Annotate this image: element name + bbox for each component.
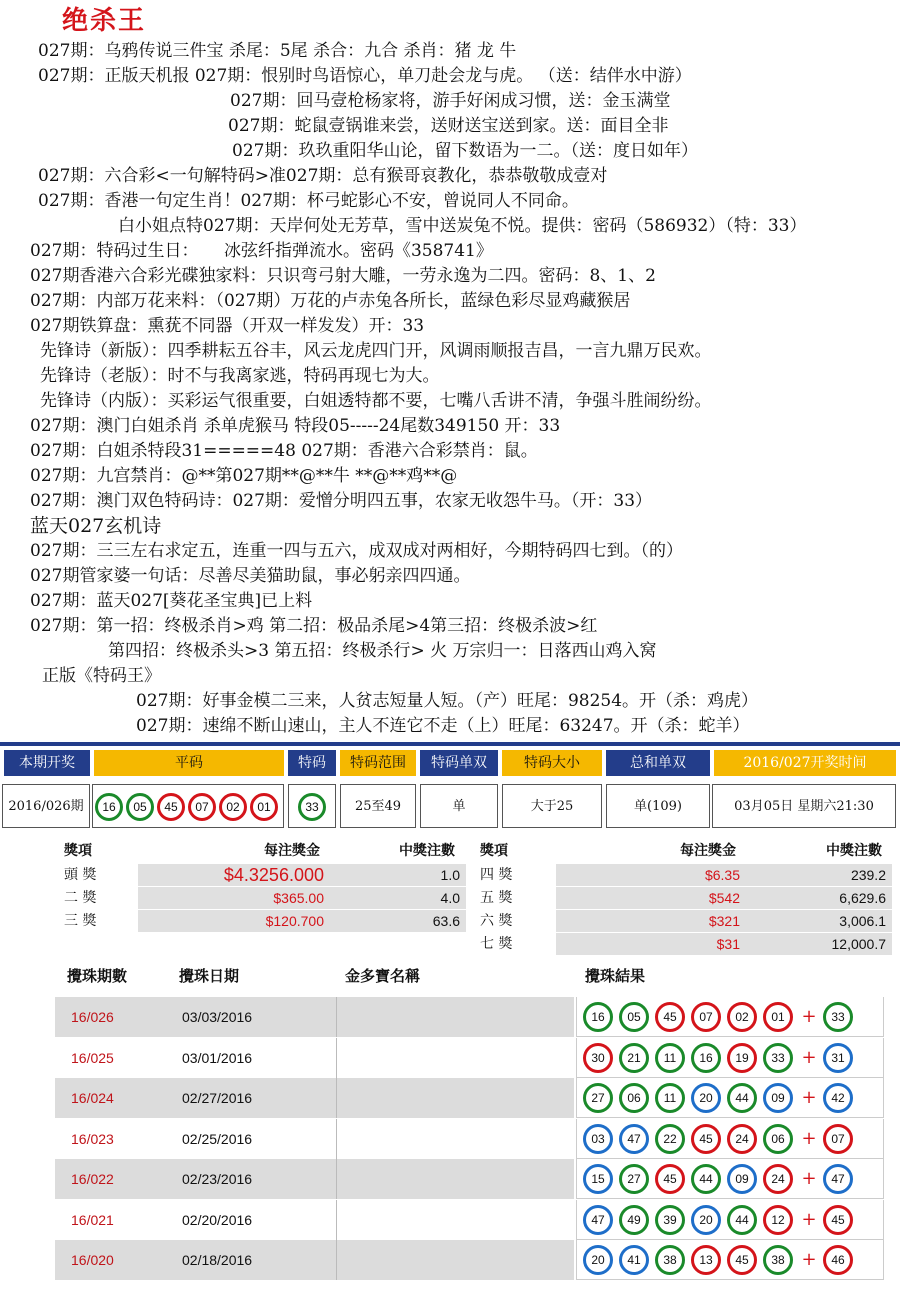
draw-result-table (0, 742, 900, 832)
prize-head-count: 中獎注數 (826, 843, 882, 859)
number-ball: 38 (763, 1245, 793, 1275)
special-ball: 47 (823, 1164, 853, 1194)
prize-head-name: 獎項 (64, 843, 92, 859)
draw-date: 03/01/2016 (182, 1049, 253, 1066)
number-ball: 41 (619, 1245, 649, 1275)
draw-period: 16/021 (71, 1211, 114, 1228)
text-line: 027期：蓝天027[葵花圣宝典]已上料 (30, 591, 313, 611)
text-line: 正版《特码王》 (42, 666, 161, 686)
prize-row (60, 910, 460, 932)
text-line: 027期：白姐杀特段31=====48 027期：香港六合彩禁肖：鼠。 (30, 441, 538, 461)
draw-date: 03/03/2016 (170, 997, 336, 1037)
prize-name: 二 獎 (64, 890, 97, 906)
number-ball: 21 (619, 1043, 649, 1073)
number-ball: 44 (727, 1205, 757, 1235)
text-line: 027期：好事金模二三来，人贫志短量人短。（产）旺尾：98254。开（杀：鸡虎） (136, 691, 759, 711)
number-ball: 07 (691, 1002, 721, 1032)
draw-result (576, 1200, 884, 1240)
table-row (55, 1038, 885, 1078)
header-special-number: 特码 (288, 750, 336, 776)
number-ball: 01 (763, 1002, 793, 1032)
draw-sum: 单(109) (606, 784, 710, 828)
text-line: 027期：澳门双色特码诗：027期：爱憎分明四五事，农家无收怨牛马。（开：33） (30, 491, 653, 511)
header-current-draw: 本期开奖 (4, 750, 90, 776)
prize-row (476, 933, 886, 955)
draw-period: 16/022 (55, 1159, 170, 1199)
draw-size: 大于25 (502, 784, 602, 828)
number-ball: 05 (126, 793, 154, 821)
text-line: 027期管家婆一句话：尽善尽美猫助鼠，事必躬亲四四通。 (30, 566, 471, 586)
draw-period: 16/025 (71, 1049, 114, 1066)
header-special-oddeven: 特码单双 (420, 750, 498, 776)
number-ball: 03 (583, 1124, 613, 1154)
text-line: 第四招：终极杀头>3 第五招：终极杀行> 火 万宗归一：日落西山鸡入窝 (108, 641, 657, 661)
text-line: 027期：澳门白姐杀肖 杀单虎猴马 特段05-----24尾数349150 开：33 (30, 416, 561, 436)
draw-special-ball (288, 784, 336, 828)
number-ball: 01 (250, 793, 278, 821)
text-line: 027期：特码过生日： 冰弦纤指弹流水。密码《358741》 (30, 241, 493, 261)
text-line: 027期香港六合彩光碟独家料：只识弯弓射大雕，一劳永逸为二四。密码：8、1、2 (30, 266, 656, 286)
number-ball: 13 (691, 1245, 721, 1275)
prize-name: 五 獎 (480, 890, 513, 906)
number-ball: 27 (583, 1083, 613, 1113)
history-head-result: 攪珠結果 (585, 967, 646, 985)
prize-row (60, 887, 460, 909)
draw-result (576, 1119, 884, 1159)
draw-period: 16/026 (55, 997, 170, 1037)
text-line: 先锋诗（内版）：买彩运气很重要，白姐透特都不要，七嘴八舌讲不清，争强斗胜闹纷纷。 (40, 391, 712, 411)
jackpot-name (336, 1240, 574, 1280)
number-ball: 11 (655, 1083, 685, 1113)
number-ball: 20 (691, 1083, 721, 1113)
header-special-range: 特码范围 (340, 750, 416, 776)
draw-period: 16/024 (55, 1078, 170, 1118)
history-head-period: 攪珠期數 (67, 967, 128, 985)
jackpot-name (336, 1119, 574, 1159)
plus-icon: + (801, 1006, 817, 1027)
draw-result (576, 997, 884, 1037)
number-ball: 06 (619, 1083, 649, 1113)
prize-head-name: 獎項 (480, 843, 508, 859)
prize-count: 1.0 (324, 864, 466, 886)
special-ball: 42 (823, 1083, 853, 1113)
prize-amount: $6.35 (556, 864, 744, 886)
draw-result (576, 1159, 884, 1199)
plus-icon: + (801, 1087, 817, 1108)
plus-icon: + (801, 1046, 817, 1068)
number-ball: 19 (727, 1043, 757, 1073)
text-line: 蓝天027玄机诗 (30, 515, 162, 537)
draw-period: 16/023 (71, 1130, 114, 1147)
number-ball: 27 (619, 1164, 649, 1194)
text-line: 027期：速绵不断山速山，主人不连它不走（上）旺尾：63247。开（杀：蛇羊） (136, 716, 750, 736)
jackpot-name (336, 1038, 574, 1078)
number-ball: 45 (157, 793, 185, 821)
text-line: 先锋诗（新版）：四季耕耘五谷丰，风云龙虎四门开，风调雨顺报吉昌，一言九鼎万民欢。 (40, 341, 712, 361)
number-ball: 38 (655, 1245, 685, 1275)
prize-amount: $4.3256.000 (138, 864, 328, 886)
number-ball: 24 (763, 1164, 793, 1194)
draw-result (576, 1078, 884, 1118)
number-ball: 49 (619, 1205, 649, 1235)
prize-row (476, 910, 886, 932)
draw-date: 02/18/2016 (170, 1240, 336, 1280)
header-sum-oddeven: 总和单双 (606, 750, 710, 776)
number-ball: 06 (763, 1124, 793, 1154)
page-title: 绝杀王 (62, 6, 147, 36)
number-ball: 24 (727, 1124, 757, 1154)
plus-icon: + (801, 1168, 817, 1189)
number-ball: 09 (727, 1164, 757, 1194)
header-regular-numbers: 平码 (94, 750, 284, 776)
plus-icon: + (801, 1249, 817, 1270)
number-ball: 44 (691, 1164, 721, 1194)
prize-name: 頭 獎 (64, 867, 97, 883)
prize-row (476, 864, 886, 886)
prize-count: 6,629.6 (740, 887, 892, 909)
history-head-date: 攪珠日期 (179, 967, 240, 985)
text-line: 先锋诗（老版）：时不与我离家逃，特码再现七为大。 (40, 366, 440, 386)
number-ball: 47 (583, 1205, 613, 1235)
prize-head-count: 中獎注數 (399, 843, 455, 859)
header-draw-time: 2016/027开奖时间 (714, 750, 896, 776)
table-row (55, 1240, 885, 1280)
number-ball: 30 (583, 1043, 613, 1073)
draw-result (576, 1038, 884, 1078)
text-line: 027期：三三左右求定五，连重一四与五六，成双成对两相好，今期特码四七到。（的） (30, 541, 683, 561)
number-ball: 45 (655, 1164, 685, 1194)
text-line: 027期：九宫禁肖：@**第027期**@**牛 **@**鸡**@ (30, 466, 458, 486)
text-line: 027期：乌鸦传说三件宝 杀尾：5尾 杀合：九合 杀肖：猪 龙 牛 (38, 41, 517, 61)
plus-icon: + (801, 1208, 817, 1230)
number-ball: 16 (583, 1002, 613, 1032)
table-row (55, 997, 885, 1037)
prize-amount: $120.700 (138, 910, 328, 932)
special-ball: 33 (298, 793, 326, 821)
text-line: 027期：正版天机报 027期：恨别时鸟语惊心，单刀赴会龙与虎。 （送：结伴水中游） (38, 66, 692, 86)
number-ball: 11 (655, 1043, 685, 1073)
prize-name: 三 獎 (64, 913, 97, 929)
special-ball: 33 (823, 1002, 853, 1032)
number-ball: 47 (619, 1124, 649, 1154)
number-ball: 02 (727, 1002, 757, 1032)
number-ball: 16 (691, 1043, 721, 1073)
number-ball: 44 (727, 1083, 757, 1113)
draw-date: 02/27/2016 (170, 1078, 336, 1118)
draw-result (576, 1240, 884, 1280)
special-ball: 31 (823, 1043, 853, 1073)
prize-name: 七 獎 (480, 936, 513, 952)
prize-count: 12,000.7 (740, 933, 892, 955)
jackpot-name (336, 997, 574, 1037)
number-ball: 05 (619, 1002, 649, 1032)
prize-count: 3,006.1 (740, 910, 892, 932)
number-ball: 45 (727, 1245, 757, 1275)
text-line: 027期：六合彩<一句解特码>准027期：总有猴哥哀教化，恭恭敬敬成壹对 (38, 166, 608, 186)
prize-amount: $542 (556, 887, 744, 909)
prize-head-amount: 每注獎金 (680, 843, 736, 859)
number-ball: 45 (655, 1002, 685, 1032)
table-row (55, 1078, 885, 1118)
plus-icon: + (801, 1127, 817, 1149)
text-line: 027期铁算盘：熏莸不同器（开双一样发发）开：33 (30, 316, 425, 336)
prize-row (476, 887, 886, 909)
prize-head-amount: 每注獎金 (264, 843, 320, 859)
table-row (55, 1159, 885, 1199)
special-ball: 46 (823, 1245, 853, 1275)
number-ball: 09 (763, 1083, 793, 1113)
draw-time: 03月05日 星期六21:30 (712, 784, 896, 828)
number-ball: 15 (583, 1164, 613, 1194)
number-ball: 22 (655, 1124, 685, 1154)
table-row (55, 1200, 885, 1240)
prize-name: 四 獎 (480, 867, 513, 883)
prize-row (60, 864, 460, 886)
history-head-name: 金多寶名稱 (345, 967, 421, 985)
jackpot-name (336, 1078, 574, 1118)
draw-period: 2016/026期 (2, 784, 90, 828)
text-line: 027期：内部万花来料：（027期）万花的卢赤兔各所长，蓝绿色彩尽显鸡藏猴居 (30, 291, 631, 311)
text-line: 027期：回马壹枪杨家将，游手好闲成习惯，送：金玉满堂 (230, 91, 671, 111)
special-ball: 07 (823, 1124, 853, 1154)
jackpot-name (336, 1200, 574, 1240)
prize-amount: $31 (556, 933, 744, 955)
text-line: 027期：蛇鼠壹锅谁来尝，送财送宝送到家。送：面目全非 (228, 116, 669, 136)
jackpot-name (336, 1159, 574, 1199)
number-ball: 07 (188, 793, 216, 821)
prize-count: 63.6 (324, 910, 466, 932)
prize-amount: $321 (556, 910, 744, 932)
number-ball: 45 (691, 1124, 721, 1154)
prize-count: 4.0 (324, 887, 466, 909)
prize-amount: $365.00 (138, 887, 328, 909)
draw-date: 02/23/2016 (170, 1159, 336, 1199)
text-line: 027期：第一招：终极杀肖>鸡 第二招：极品杀尾>4第三招：终极杀波>红 (30, 616, 598, 636)
number-ball: 39 (655, 1205, 685, 1235)
draw-period: 16/020 (55, 1240, 170, 1280)
number-ball: 02 (219, 793, 247, 821)
draw-date: 02/20/2016 (182, 1211, 253, 1228)
prize-name: 六 獎 (480, 913, 513, 929)
draw-range: 25至49 (340, 784, 416, 828)
header-special-size: 特码大小 (502, 750, 602, 776)
special-ball: 45 (823, 1205, 853, 1235)
text-line: 027期：玖玖重阳华山论，留下数语为一二。（送：度日如年） (232, 141, 698, 161)
draw-date: 02/25/2016 (182, 1130, 253, 1147)
number-ball: 20 (691, 1205, 721, 1235)
text-line: 白小姐点特027期：天岸何处无芳草，雪中送炭兔不悦。提供：密码（586932）（特：33） (118, 216, 807, 236)
number-ball: 20 (583, 1245, 613, 1275)
text-line: 027期：香港一句定生肖！027期：杯弓蛇影心不安，曾说同人不同命。 (38, 191, 579, 211)
prize-count: 239.2 (740, 864, 892, 886)
number-ball: 12 (763, 1205, 793, 1235)
table-row (55, 1119, 885, 1159)
number-ball: 33 (763, 1043, 793, 1073)
number-ball: 16 (95, 793, 123, 821)
draw-oddeven: 单 (420, 784, 498, 828)
draw-regular-balls (92, 784, 284, 828)
